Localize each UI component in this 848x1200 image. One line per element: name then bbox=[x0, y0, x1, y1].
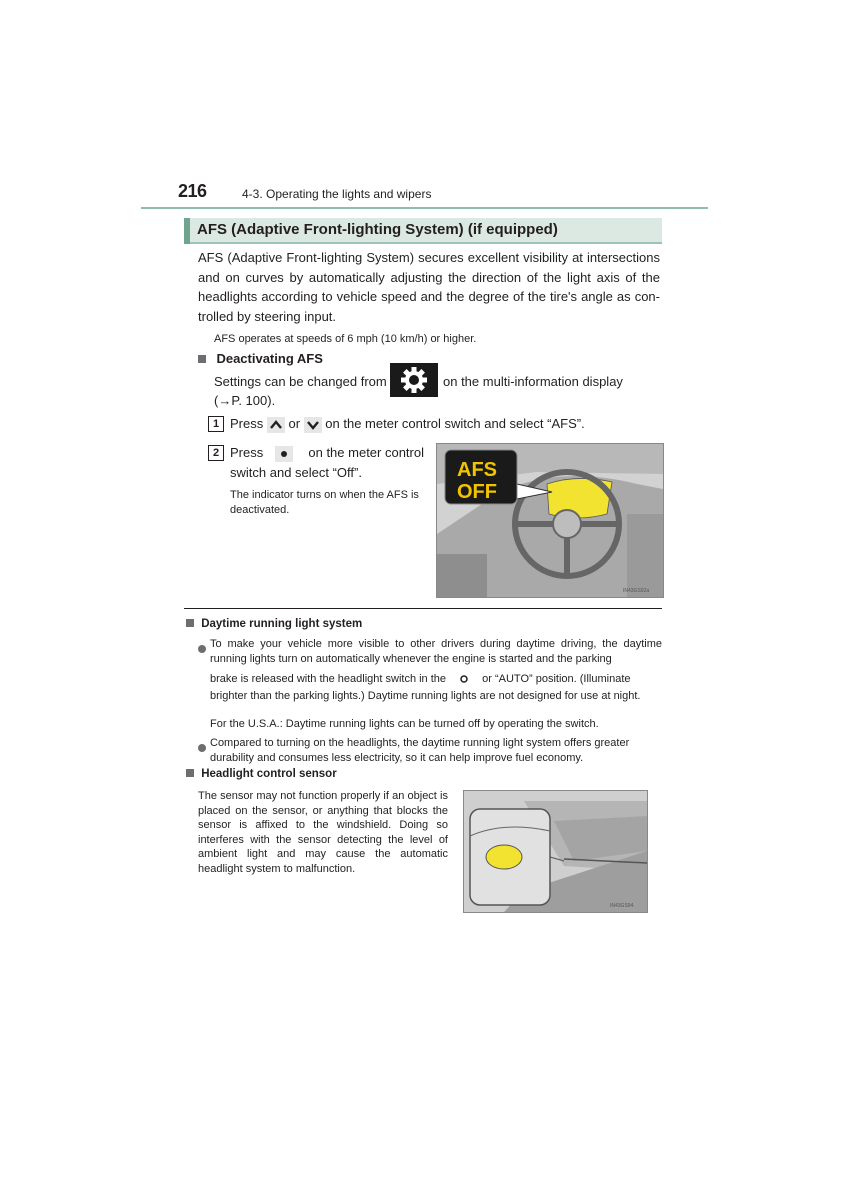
step-1-number: 1 bbox=[208, 416, 224, 432]
drl-heading: Daytime running light system bbox=[201, 618, 363, 630]
figure-2-code: IN43GS94 bbox=[610, 903, 634, 909]
afs-speed-note: AFS operates at speeds of 6 mph (10 km/h) or higher. bbox=[214, 333, 477, 345]
figure-1-code: IN43GS92a bbox=[623, 588, 650, 594]
drl-bullet-2: Compared to turning on the headlights, the daytime running light system offers greater durability and consumes less electricity, so it can help improve fuel economy. bbox=[210, 737, 630, 764]
drl-bullet-1-c: brighter than the parking lights.) Daytime running lights are not designed for use at night. bbox=[210, 690, 641, 702]
small-light-icon bbox=[449, 673, 479, 685]
deactivate-heading-row bbox=[198, 350, 323, 368]
header-divider bbox=[141, 207, 708, 209]
afs-intro: AFS (Adaptive Front-lighting System) secures excellent visibility at intersections and on curves by automatically adjusting the direction of the light axis of the headlights according to vehicle speed and the degree of the tire's angle as con-trolled by steering input. bbox=[198, 250, 660, 324]
step-1-press: Press bbox=[230, 416, 264, 431]
settings-text-a: Settings can be changed from bbox=[214, 374, 387, 389]
square-bullet-icon bbox=[186, 769, 194, 777]
sensor-heading-row bbox=[186, 768, 337, 780]
drl-bullet-1-d: For the U.S.A.: Daytime running lights can be turned off by operating the switch. bbox=[210, 718, 599, 730]
gear-icon bbox=[390, 363, 438, 397]
square-bullet-icon bbox=[198, 355, 206, 363]
drl-bullet-1-a: To make your vehicle more visible to other drivers during daytime driving, the daytime running lights turn on automatically whenever the engine is started and the parking bbox=[210, 638, 662, 665]
afs-title: AFS (Adaptive Front-lighting System) (if equipped) bbox=[197, 221, 558, 238]
settings-gear-box bbox=[390, 363, 438, 397]
sensor-illustration bbox=[464, 791, 647, 912]
step-2-rest1: on the meter control bbox=[308, 445, 424, 460]
deactivate-heading: Deactivating AFS bbox=[216, 351, 323, 366]
afs-off-indicator bbox=[457, 459, 497, 503]
square-bullet-icon bbox=[186, 619, 194, 627]
notes-divider bbox=[184, 608, 662, 609]
circle-bullet-icon bbox=[198, 640, 206, 658]
settings-text-b: on the multi-information display bbox=[443, 374, 623, 389]
afs-dashboard-figure bbox=[436, 443, 664, 598]
chevron-down-icon bbox=[304, 417, 322, 433]
sensor-heading: Headlight control sensor bbox=[201, 768, 337, 780]
dot-button-icon bbox=[275, 446, 293, 462]
sensor-text: The sensor may not function properly if an object is placed on the sensor, or anything that blocks the sensor is affixed to the windshield. Doing so interferes with the sensor detecting the level of ambient light and may cause the automatic headlight system to malfunction. bbox=[198, 790, 448, 875]
drl-bullet-1-b-pre: brake is released with the headlight switch in the bbox=[210, 673, 447, 685]
drl-bullet-1-b-post: or “AUTO” position. (Illuminate bbox=[482, 673, 631, 685]
page-number: 216 bbox=[178, 181, 207, 201]
step-2-note: The indicator turns on when the AFS is deactivated. bbox=[230, 489, 419, 516]
drl-heading-row bbox=[186, 618, 362, 630]
sensor-figure bbox=[463, 790, 648, 913]
step-2-press: Press bbox=[230, 445, 264, 460]
step-1-or: or bbox=[288, 416, 301, 431]
drl-bullet-1-b-row bbox=[210, 672, 662, 687]
section-title: 4-3. Operating the lights and wipers bbox=[242, 187, 432, 201]
circle-bullet-icon bbox=[198, 739, 206, 757]
chevron-up-icon bbox=[267, 417, 285, 433]
step-2-number: 2 bbox=[208, 445, 224, 461]
indicator-line-1: AFS bbox=[457, 459, 497, 481]
indicator-line-2: OFF bbox=[457, 481, 497, 503]
step-2-line1 bbox=[230, 443, 424, 462]
settings-ref: (→P. 100). bbox=[214, 393, 276, 408]
section-heading-accent bbox=[184, 218, 190, 244]
step-1-text bbox=[230, 414, 585, 433]
step-1-rest: on the meter control switch and select “AFS”. bbox=[325, 416, 585, 431]
step-2-line2: switch and select “Off”. bbox=[230, 465, 362, 480]
